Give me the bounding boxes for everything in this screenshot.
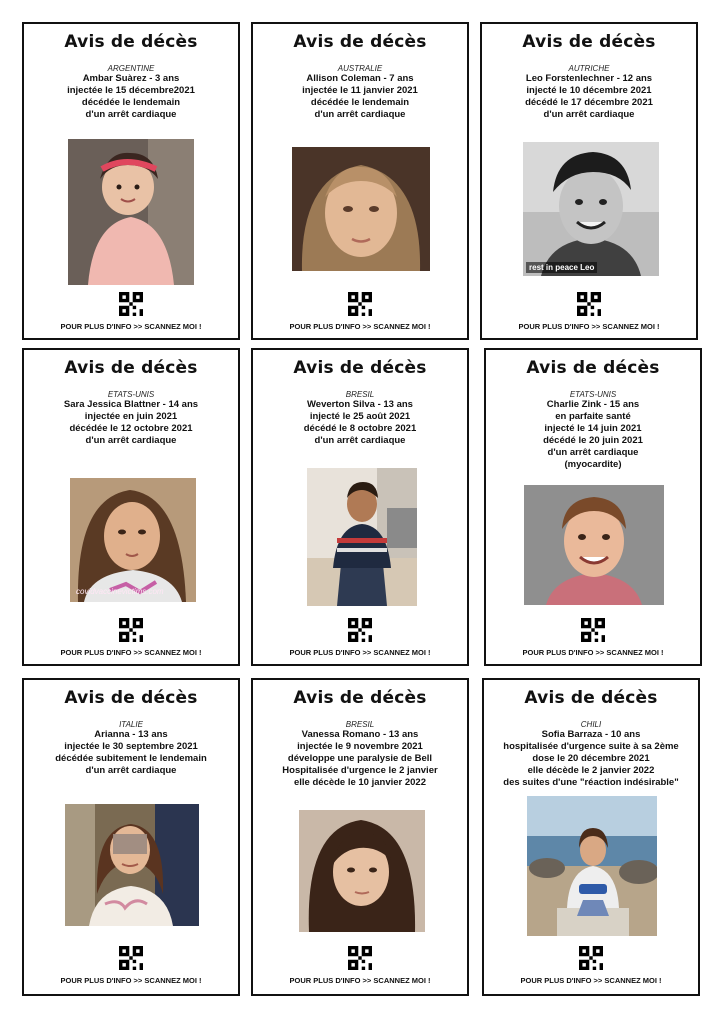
info-line: injecté le 25 août 2021 (309, 411, 411, 422)
card-country: BRESIL (345, 390, 375, 399)
child-photo (292, 147, 430, 271)
qr-code-icon[interactable] (579, 946, 603, 970)
card-title: Avis de décès (293, 688, 427, 708)
info-line: Charlie Zink - 15 ans (546, 399, 640, 410)
card-info (24, 729, 238, 777)
info-line: (myocardite) (564, 459, 622, 470)
child-photo (65, 804, 199, 926)
info-line: Hospitalisée d'urgence le 2 janvier (282, 765, 438, 776)
info-line: Vanessa Romano - 13 ans (301, 729, 419, 740)
child-photo (70, 478, 196, 602)
death-notice-card-6 (484, 348, 702, 666)
card-info (24, 73, 238, 121)
scan-footer: POUR PLUS D'INFO >> SCANNEZ MOI ! (60, 322, 202, 331)
card-title: Avis de décès (522, 32, 656, 52)
info-line: décédé le 20 juin 2021 (543, 435, 643, 446)
child-photo (524, 485, 664, 605)
info-line: décédée le 12 octobre 2021 (69, 423, 193, 434)
photo-caption: rest in peace Leo (526, 262, 597, 273)
info-line: d'un arrêt cardiaque (543, 109, 635, 120)
death-notice-card-4 (22, 348, 240, 666)
death-notice-card-8 (251, 678, 469, 996)
info-line: injecté le 14 juin 2021 (544, 423, 642, 434)
scan-footer: POUR PLUS D'INFO >> SCANNEZ MOI ! (520, 976, 662, 985)
card-info (24, 399, 238, 447)
qr-code-icon[interactable] (348, 618, 372, 642)
card-title: Avis de décès (526, 358, 660, 378)
card-country: ETATS-UNIS (107, 390, 155, 399)
info-line: injectée le 15 décembre2021 (67, 85, 195, 96)
info-line: décédée le lendemain (81, 97, 181, 108)
card-title: Avis de décès (524, 688, 658, 708)
info-line: d'un arrêt cardiaque (547, 447, 639, 458)
card-country: AUSTRALIE (337, 64, 383, 73)
info-line: injectée le 30 septembre 2021 (64, 741, 198, 752)
card-country: ITALIE (119, 720, 143, 729)
info-line: d'un arrêt cardiaque (85, 765, 177, 776)
info-line: développe une paralysie de Bell (287, 753, 433, 764)
card-title: Avis de décès (64, 688, 198, 708)
info-line: Weverton Silva - 13 ans (307, 399, 413, 410)
scan-footer: POUR PLUS D'INFO >> SCANNEZ MOI ! (522, 648, 664, 657)
death-notice-card-5 (251, 348, 469, 666)
death-notice-card-7 (22, 678, 240, 996)
photo-watermark: covidvaccinevictims.com (76, 587, 164, 596)
card-country: ARGENTINE (107, 64, 155, 73)
card-info (253, 399, 467, 447)
info-line: Ambar Suàrez - 3 ans (82, 73, 180, 84)
info-line: injecté le 10 décembre 2021 (526, 85, 652, 96)
scan-footer: POUR PLUS D'INFO >> SCANNEZ MOI ! (518, 322, 660, 331)
info-line: injectée en juin 2021 (84, 411, 178, 422)
card-info (484, 729, 698, 789)
scan-footer: POUR PLUS D'INFO >> SCANNEZ MOI ! (289, 322, 431, 331)
death-notice-card-3 (480, 22, 698, 340)
info-line: dose le 20 décembre 2021 (532, 753, 650, 764)
card-country: AUTRICHE (568, 64, 610, 73)
info-line: Sofia Barraza - 10 ans (541, 729, 641, 740)
card-title: Avis de décès (64, 32, 198, 52)
info-line: d'un arrêt cardiaque (314, 435, 406, 446)
info-line: décédée le lendemain (310, 97, 410, 108)
child-photo (299, 810, 425, 932)
info-line: d'un arrêt cardiaque (314, 109, 406, 120)
child-photo (68, 139, 194, 285)
info-line: en parfaite santé (555, 411, 631, 422)
qr-code-icon[interactable] (348, 292, 372, 316)
death-notice-card-1 (22, 22, 240, 340)
info-line: injectée le 9 novembre 2021 (297, 741, 423, 752)
info-line: Arianna - 13 ans (94, 729, 168, 740)
qr-code-icon[interactable] (348, 946, 372, 970)
info-line: injectée le 11 janvier 2021 (302, 85, 418, 96)
card-country: BRESIL (345, 720, 375, 729)
info-line: décédé le 17 décembre 2021 (525, 97, 653, 108)
qr-code-icon[interactable] (119, 618, 143, 642)
death-notice-card-9 (482, 678, 700, 996)
info-line: Allison Coleman - 7 ans (306, 73, 414, 84)
scan-footer: POUR PLUS D'INFO >> SCANNEZ MOI ! (60, 976, 202, 985)
info-line: d'un arrêt cardiaque (85, 435, 177, 446)
card-info (253, 73, 467, 121)
info-line: des suites d'une "réaction indésirable" (503, 777, 679, 788)
death-notice-card-2 (251, 22, 469, 340)
card-info (253, 729, 467, 789)
qr-code-icon[interactable] (577, 292, 601, 316)
qr-code-icon[interactable] (119, 292, 143, 316)
card-country: CHILI (580, 720, 602, 729)
child-photo (527, 796, 657, 936)
card-title: Avis de décès (293, 32, 427, 52)
card-info (482, 73, 696, 121)
info-line: décédé le 8 octobre 2021 (303, 423, 417, 434)
card-title: Avis de décès (293, 358, 427, 378)
info-line: d'un arrêt cardiaque (85, 109, 177, 120)
card-country: ETATS-UNIS (569, 390, 617, 399)
child-photo (307, 468, 417, 606)
qr-code-icon[interactable] (119, 946, 143, 970)
info-line: Sara Jessica Blattner - 14 ans (63, 399, 199, 410)
card-title: Avis de décès (64, 358, 198, 378)
scan-footer: POUR PLUS D'INFO >> SCANNEZ MOI ! (60, 648, 202, 657)
card-info (486, 399, 700, 471)
qr-code-icon[interactable] (581, 618, 605, 642)
info-line: Leo Forstenlechner - 12 ans (525, 73, 653, 84)
child-photo (523, 142, 659, 276)
info-line: elle décède le 2 janvier 2022 (527, 765, 655, 776)
scan-footer: POUR PLUS D'INFO >> SCANNEZ MOI ! (289, 648, 431, 657)
info-line: hospitalisée d'urgence suite à sa 2ème (503, 741, 679, 752)
scan-footer: POUR PLUS D'INFO >> SCANNEZ MOI ! (289, 976, 431, 985)
info-line: décédée subitement le lendemain (55, 753, 207, 764)
info-line: elle décède le 10 janvier 2022 (293, 777, 427, 788)
